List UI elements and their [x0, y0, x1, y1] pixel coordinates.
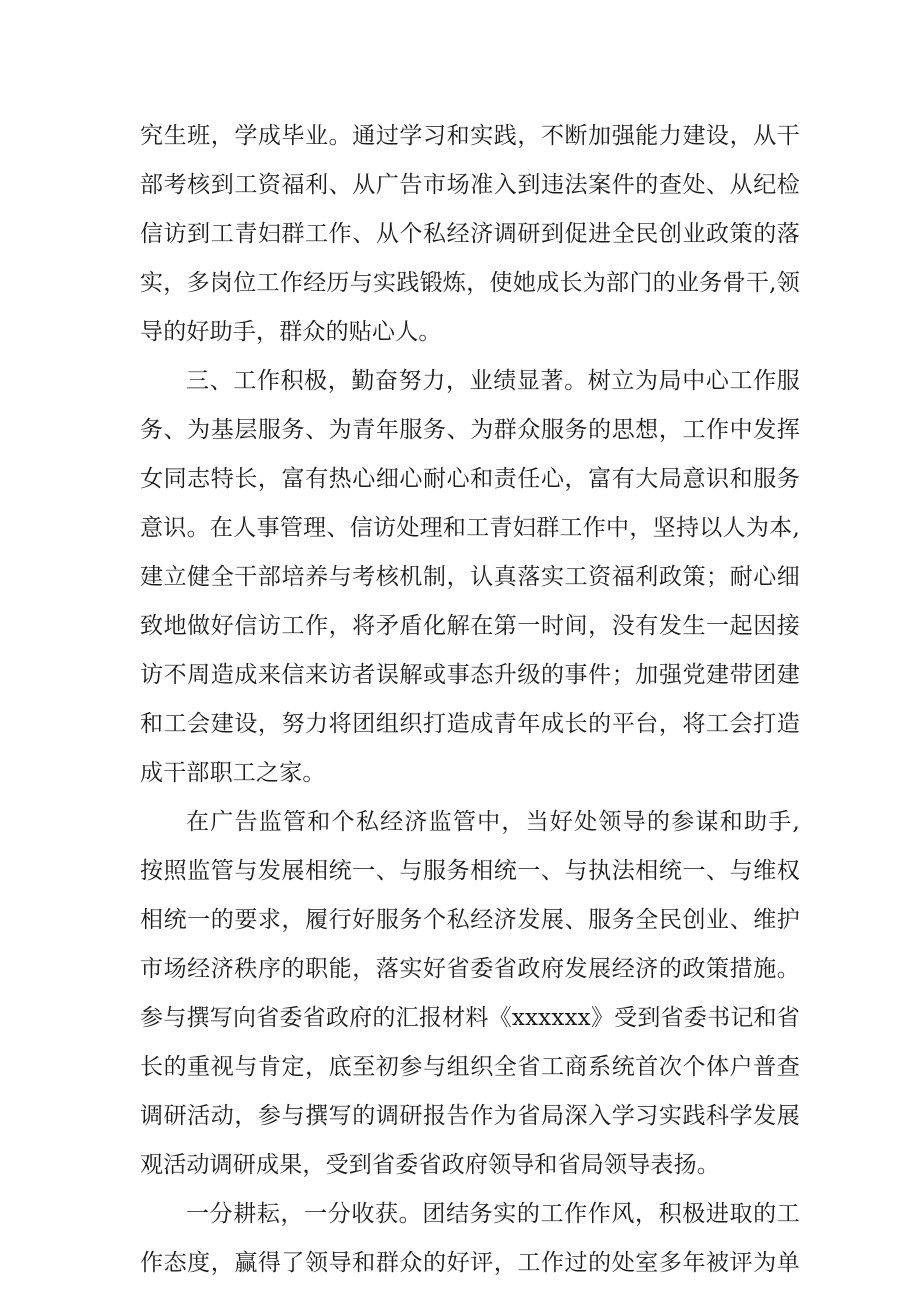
body-text — [140, 112, 800, 1288]
text-line: 按照监管与发展相统一、与服务相统一、与执法相统一、与维权 — [140, 858, 800, 884]
text-line: 建立健全干部培养与考核机制，认真落实工资福利政策；耐心细 — [140, 564, 800, 590]
text-line: 成干部职工之家。 — [140, 760, 326, 786]
text-line: 信访到工青妇群工作、从个私经济调研到促进全民创业政策的落 — [140, 221, 800, 247]
text-line: 实，多岗位工作经历与实践锻炼，使她成长为部门的业务骨干,领 — [140, 270, 800, 296]
text-line: 作态度，赢得了领导和群众的好评，工作过的处室多年被评为单 — [140, 1250, 800, 1276]
text-line: 意识。在人事管理、信访处理和工青妇群工作中，坚持以人为本, — [140, 515, 800, 541]
text-line: 调研活动，参与撰写的调研报告作为省局深入学习实践科学发展 — [140, 1103, 800, 1129]
text-line: 一分耕耘，一分收获。团结务实的工作作风，积极进取的工 — [186, 1201, 800, 1227]
text-line: 和工会建设，努力将团组织打造成青年成长的平台，将工会打造 — [140, 711, 800, 737]
text-line: 致地做好信访工作，将矛盾化解在第一时间，没有发生一起因接 — [140, 613, 800, 639]
text-line: 参与撰写向省委省政府的汇报材料《xxxxxx》受到省委书记和省 — [140, 1005, 800, 1031]
text-line: 三、工作积极，勤奋努力，业绩显著。树立为局中心工作服 — [186, 368, 800, 394]
text-line: 导的好助手，群众的贴心人。 — [140, 319, 442, 345]
text-line: 务、为基层服务、为青年服务、为群众服务的思想，工作中发挥 — [140, 417, 800, 443]
text-line: 在广告监管和个私经济监管中，当好处领导的参谋和助手, — [186, 809, 800, 835]
text-line: 观活动调研成果，受到省委省政府领导和省局领导表扬。 — [140, 1152, 720, 1178]
text-line: 女同志特长，富有热心细心耐心和责任心，富有大局意识和服务 — [140, 466, 800, 492]
text-line: 部考核到工资福利、从广告市场准入到违法案件的查处、从纪检 — [140, 172, 800, 198]
text-line: 究生班，学成毕业。通过学习和实践，不断加强能力建设，从干 — [140, 123, 800, 149]
text-line: 访不周造成来信来访者误解或事态升级的事件；加强党建带团建 — [140, 662, 800, 688]
text-line: 相统一的要求，履行好服务个私经济发展、服务全民创业、维护 — [140, 907, 800, 933]
text-line: 市场经济秩序的职能，落实好省委省政府发展经济的政策措施。 — [140, 956, 800, 982]
text-line: 长的重视与肯定，底至初参与组织全省工商系统首次个体户普查 — [140, 1054, 800, 1080]
